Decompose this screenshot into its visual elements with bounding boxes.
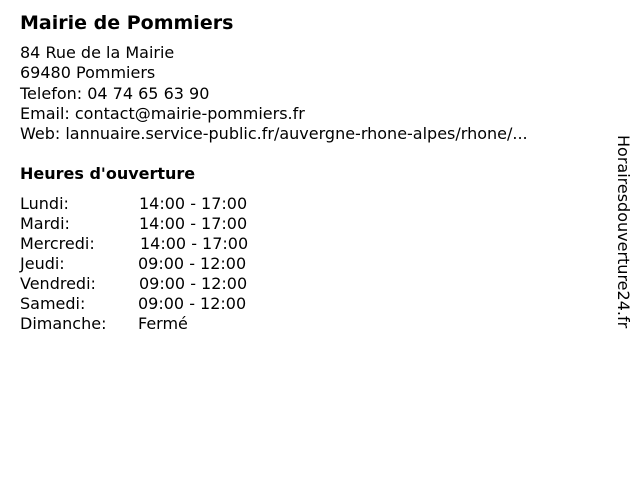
hours-row-monday [20, 194, 320, 214]
hours-row-thursday [20, 254, 320, 274]
site-watermark: Horairesdouverture24.fr [614, 135, 633, 329]
time-range: 09:00 - 12:00 [139, 274, 248, 293]
postal-city: 69480 Pommiers [20, 63, 156, 83]
day-label: Jeudi: [20, 254, 65, 273]
street-address: 84 Rue de la Mairie [20, 43, 175, 62]
day-label: Mercredi: [20, 234, 95, 253]
hours-heading: Heures d'ouverture [20, 164, 196, 183]
website-url: Web: lannuaire.service-public.fr/auvergne-rhone-alpes/rhone/... [20, 124, 528, 144]
day-label: Samedi: [20, 294, 86, 313]
day-label: Lundi: [20, 194, 69, 213]
opening-hours-list [20, 194, 320, 334]
time-range: 09:00 - 12:00 [138, 254, 247, 273]
day-label: Mardi: [20, 214, 70, 233]
hours-row-tuesday [20, 214, 320, 234]
hours-row-friday [20, 274, 320, 294]
day-label: Dimanche: [20, 314, 107, 333]
time-range: Fermé [138, 314, 188, 333]
hours-row-saturday [20, 294, 320, 314]
page-title: Mairie de Pommiers [20, 12, 234, 34]
phone-number: Telefon: 04 74 65 63 90 [20, 83, 210, 103]
time-range: 14:00 - 17:00 [139, 194, 248, 213]
time-range: 09:00 - 12:00 [138, 294, 247, 313]
email-address: Email: contact@mairie-pommiers.fr [20, 103, 305, 123]
time-range: 14:00 - 17:00 [140, 234, 249, 253]
hours-row-wednesday [20, 234, 320, 254]
day-label: Vendredi: [20, 274, 96, 293]
time-range: 14:00 - 17:00 [139, 214, 248, 233]
address-block [20, 43, 528, 144]
hours-row-sunday [20, 314, 320, 334]
